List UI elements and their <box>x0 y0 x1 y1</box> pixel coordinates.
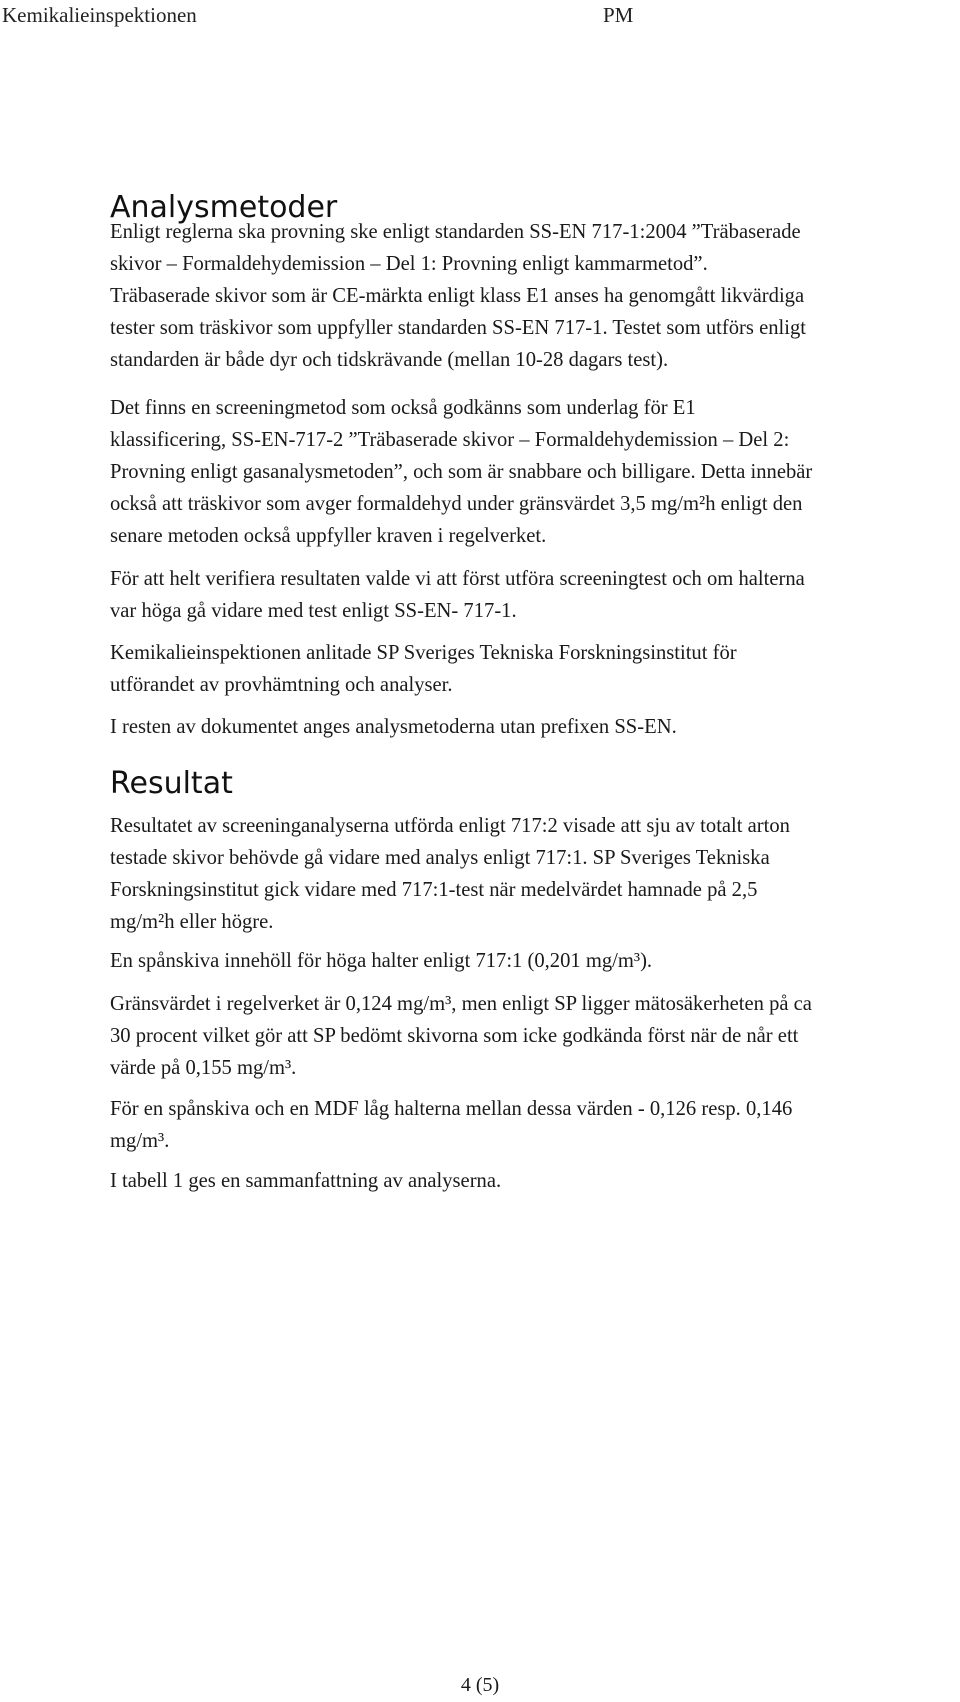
header-doc-type: PM <box>603 3 634 27</box>
header-organization: Kemikalieinspektionen <box>2 3 197 27</box>
paragraph-sp-contracted: Kemikalieinspektionen anlitade SP Sveriges Tekniska Forskningsinstitut för utförandet av provhämtning och analyser. <box>110 642 737 696</box>
paragraph-verification: För att helt verifiera resultaten valde vi att först utföra screeningtest och om halterna var höga gå vidare med test enligt SS-EN- 717-1. <box>110 568 805 622</box>
page-number: 4 (5) <box>460 1674 500 1696</box>
paragraph-screening-results: Resultatet av screeninganalyserna utförda enligt 717:2 visade att sju av totalt arton testade skivor behövde gå vidare med analys enligt 717:1. SP Sveriges Tekniska Forskningsinstitut gick vidare med 717:1-test när medelvärdet hamnade på 2,5 mg/m²h eller högre. <box>110 815 790 933</box>
paragraph-standard-requirements: Enligt reglerna ska provning ske enligt standarden SS-EN 717-1:2004 ”Träbaserade skivor – Formaldehydemission – Del 1: Provning enligt kammarmetod”. Träbaserade skivor som är CE-märkta enligt klass E1 anses ha genomgått likvärdiga tester som träskivor som uppfyller standarden SS-EN 717-1. Testet som utförs enligt standarden är både dyr och tidskrävande (mellan 10-28 dagars test). <box>110 221 806 371</box>
paragraph-borderline-values: För en spånskiva och en MDF låg halterna mellan dessa värden - 0,126 resp. 0,146 mg/m³. <box>110 1098 793 1152</box>
paragraph-screening-method: Det finns en screeningmetod som också godkänns som underlag för E1 klassificering, SS-EN-717-2 ”Träbaserade skivor – Formaldehydemission – Del 2: Provning enligt gasanalysmetoden”, och som är snabbare och billigare. Detta innebär också att träskivor som avger formaldehyd under gränsvärdet 3,5 mg/m²h enligt den senare metoden också uppfyller kraven i regelverket. <box>110 397 813 547</box>
paragraph-limit-value: Gränsvärdet i regelverket är 0,124 mg/m³, men enligt SP ligger mätosäkerheten på ca 30 procent vilket gör att SP bedömt skivorna som icke godkända först när de når ett värde på 0,155 mg/m³. <box>110 993 812 1079</box>
paragraph-table-reference: I tabell 1 ges en sammanfattning av analyserna. <box>110 1170 502 1192</box>
paragraph-prefix-note: I resten av dokumentet anges analysmetoderna utan prefixen SS-EN. <box>110 716 677 738</box>
section-heading-analysmetoder: Analysmetoder <box>110 190 338 225</box>
section-heading-resultat: Resultat <box>110 766 233 801</box>
paragraph-particleboard-exceeded: En spånskiva innehöll för höga halter enligt 717:1 (0,201 mg/m³). <box>110 950 653 972</box>
